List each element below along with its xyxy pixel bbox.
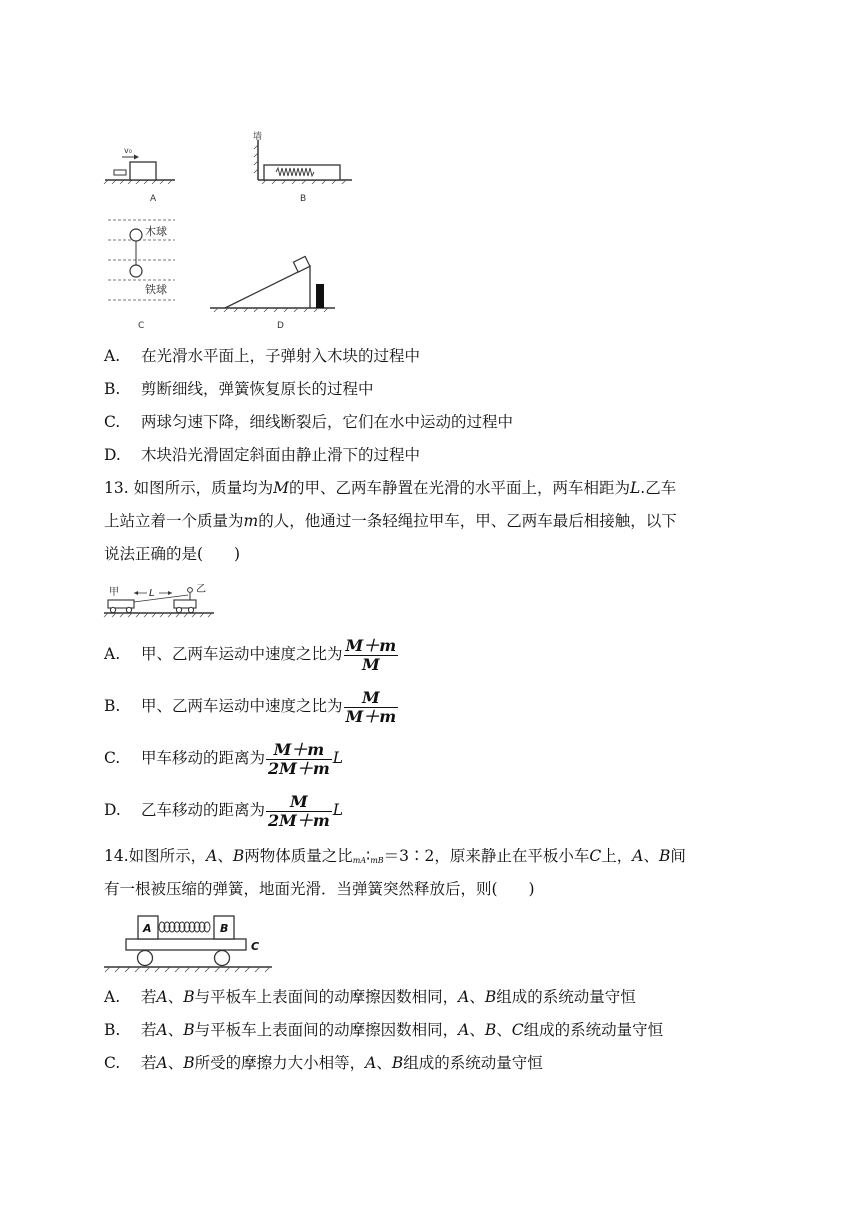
q14-stem-line1: 14.如图所示，A、B两物体质量之比$_{mA}∶_{mB}=3∶2$，原来静止在平板小车C上，A、B间 (104, 847, 686, 865)
iron-ball-label: 铁球 (145, 283, 167, 296)
q14-figure (102, 906, 278, 976)
figure-b-caption: B (300, 194, 307, 204)
wood-ball-label: 木球 (145, 225, 167, 238)
figure-b (253, 130, 352, 204)
q13-option-c: C. 甲车移动的距离为 $\frac{M+m}{2M+m}$ L (104, 739, 344, 778)
distance-label: L (149, 588, 155, 599)
figure-a (104, 146, 175, 204)
q13-option-b: B. 甲、乙两车运动中速度之比为 $\frac{M}{M+m}$ (104, 687, 397, 726)
q13-stem-line2: 上站立着一个质量为m的人，他通过一条轻绳拉甲车，甲、乙两车最后相接触，以下 (104, 512, 677, 530)
cart-c-label: C (251, 940, 260, 953)
figure-d (210, 256, 335, 331)
car-jia-label: 甲 (109, 587, 119, 598)
q12-option-a: A. 在光滑水平面上，子弹射入木块的过程中 (104, 347, 421, 365)
q14-option-c: C. 若A、B所受的摩擦力大小相等，A、B组成的系统动量守恒 (104, 1054, 543, 1072)
q13-stem-line1: 13. 如图所示，质量均为M的甲、乙两车静置在光滑的水平面上，两车相距为L.乙车 (104, 479, 677, 497)
fraction: $\frac{M}{2M+m}$ (268, 791, 330, 830)
q13-figure (102, 580, 222, 620)
wall-label: 墙 (253, 132, 263, 142)
figure-d-caption: D (277, 321, 284, 331)
q12-option-b: B. 剪断细线，弹簧恢复原长的过程中 (104, 380, 374, 398)
figure-group-abcd (100, 125, 370, 335)
figure-c (108, 220, 175, 331)
fraction: $\frac{M+m}{2M+m}$ (268, 739, 330, 778)
fraction: $\frac{M}{M+m}$ (345, 687, 397, 726)
block-a-label: A (143, 922, 152, 935)
car-yi-label: 乙 (196, 584, 206, 595)
figure-c-caption: C (138, 321, 145, 331)
q12-option-c: C. 两球匀速下降，细线断裂后，它们在水中运动的过程中 (104, 413, 514, 431)
q13-option-d: D. 乙车移动的距离为 $\frac{M}{2M+m}$ L (104, 791, 344, 830)
block-b-label: B (220, 922, 229, 935)
q14-option-a: A. 若A、B与平板车上表面间的动摩擦因数相同，A、B组成的系统动量守恒 (104, 988, 636, 1006)
q12-option-d: D. 木块沿光滑固定斜面由静止滑下的过程中 (104, 446, 421, 464)
q13-stem-line3: 说法正确的是( ) (104, 545, 241, 563)
q14-stem-line2: 有一根被压缩的弹簧，地面光滑．当弹簧突然释放后，则( ) (104, 880, 535, 898)
q13-option-a: A. 甲、乙两车运动中速度之比为 $\frac{M+m}{M}$ (104, 635, 397, 674)
v0-label: v₀ (124, 146, 132, 155)
q14-option-b: B. 若A、B与平板车上表面间的动摩擦因数相同，A、B、C组成的系统动量守恒 (104, 1021, 664, 1039)
fraction: $\frac{M+m}{M}$ (345, 635, 397, 674)
figure-a-caption: A (150, 194, 157, 204)
